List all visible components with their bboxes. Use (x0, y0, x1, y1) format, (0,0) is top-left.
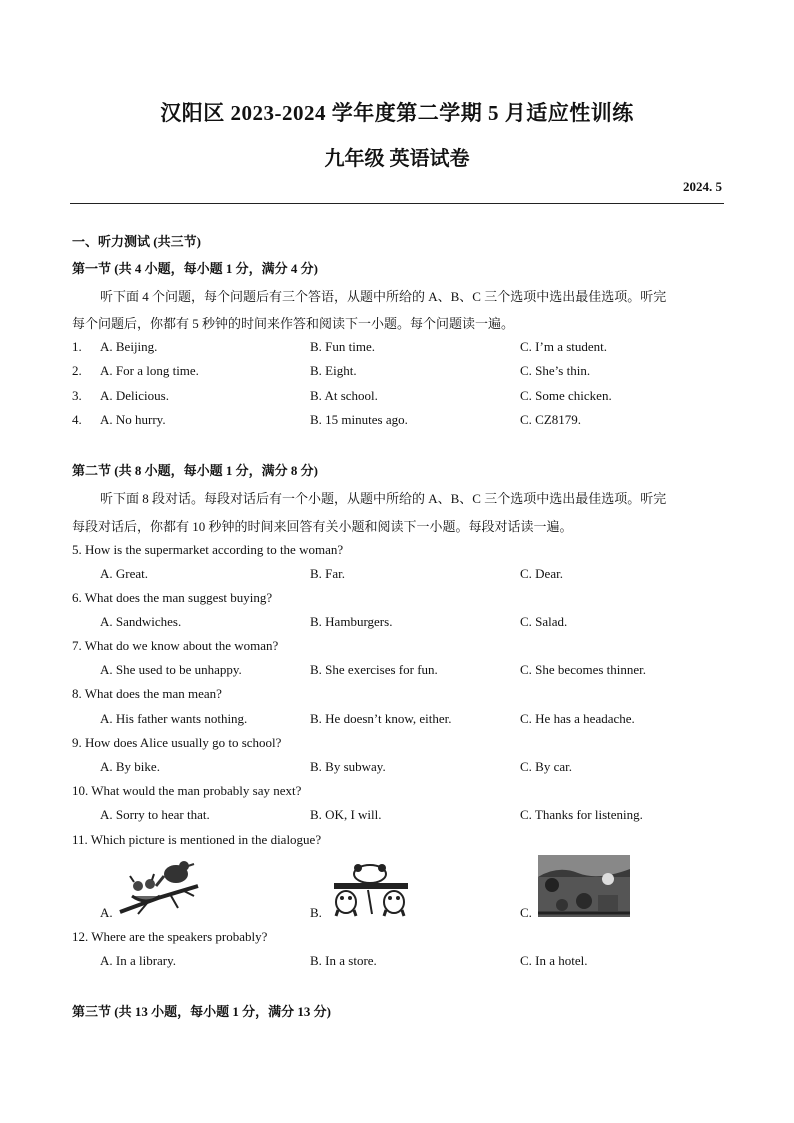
option-b: B. Far. (310, 566, 346, 581)
option-a: A. She used to be unhappy. (100, 662, 242, 677)
question-stem: 10. What would the man probably say next? (72, 783, 302, 798)
section2-instruction-line2: 每段对话后，你都有 10 秒钟的时间来回答有关小题和阅读下一小题。每段对话读一遍。 (72, 519, 573, 534)
option-a: A. For a long time. (100, 363, 199, 378)
question-number: 1. (72, 339, 82, 354)
page-title: 汉阳区 2023-2024 学年度第二学期 5 月适应性训练 (160, 101, 634, 125)
option-a: A. Great. (100, 566, 149, 581)
option-c: C. By car. (520, 759, 572, 774)
header-rule (70, 203, 724, 204)
option-b: B. (310, 905, 322, 920)
option-b: B. He doesn’t know, either. (310, 711, 452, 726)
option-a: A. In a library. (100, 953, 177, 968)
option-c: C. I’m a student. (520, 339, 608, 354)
question-stem: 7. What do we know about the woman? (72, 638, 279, 653)
page-subtitle: 九年级 英语试卷 (324, 148, 470, 170)
option-b: B. By subway. (310, 759, 386, 774)
section1-instruction-line2: 每个问题后，你都有 5 秒钟的时间来作答和阅读下一小题。每个问题读一遍。 (72, 316, 515, 331)
option-c: C. He has a headache. (520, 711, 635, 726)
section2-heading: 第二节 (共 8 小题，每小题 1 分，满分 8 分) (72, 463, 318, 478)
birds-nest-picture (118, 856, 200, 918)
question-stem: 9. How does Alice usually go to school? (72, 735, 282, 750)
option-b: B. Hamburgers. (310, 614, 393, 629)
option-b: B. Eight. (310, 363, 357, 378)
question-stem: 12. Where are the speakers probably? (72, 929, 268, 944)
section2-instruction-line1: 听下面 8 段对话。每段对话后有一个小题，从题中所给的 A、B、C 三个选项中选出最佳选项。听完 (100, 491, 667, 506)
option-a: A. Sorry to hear that. (100, 807, 210, 822)
option-c: C. Some chicken. (520, 388, 612, 403)
exam-date: 2024. 5 (683, 179, 722, 194)
option-c: C. (520, 905, 532, 920)
pandas-picture (330, 856, 412, 918)
option-c: C. She becomes thinner. (520, 662, 647, 677)
section1-instruction-line1: 听下面 4 个问题，每个问题后有三个答语，从题中所给的 A、B、C 三个选项中选出最佳选项。听完 (100, 289, 667, 304)
monkeys-picture (538, 855, 630, 917)
option-b: B. In a store. (310, 953, 377, 968)
question-stem: 5. How is the supermarket according to the woman? (72, 542, 344, 557)
option-a: A. No hurry. (100, 412, 166, 427)
question-number: 4. (72, 412, 82, 427)
option-b: B. 15 minutes ago. (310, 412, 408, 427)
question-stem: 11. Which picture is mentioned in the dialogue? (72, 832, 322, 847)
option-c: C. In a hotel. (520, 953, 588, 968)
question-stem: 6. What does the man suggest buying? (72, 590, 273, 605)
section1-heading: 第一节 (共 4 小题，每小题 1 分，满分 4 分) (72, 261, 318, 276)
question-number: 3. (72, 388, 82, 403)
option-b: B. OK, I will. (310, 807, 382, 822)
option-a: A. By bike. (100, 759, 160, 774)
option-c: C. Salad. (520, 614, 568, 629)
option-b: B. Fun time. (310, 339, 376, 354)
option-c: C. She’s thin. (520, 363, 591, 378)
option-b: B. At school. (310, 388, 378, 403)
option-a: A. (100, 905, 113, 920)
option-a: A. Sandwiches. (100, 614, 182, 629)
option-a: A. Delicious. (100, 388, 169, 403)
question-stem: 8. What does the man mean? (72, 686, 222, 701)
option-c: C. Dear. (520, 566, 563, 581)
option-b: B. She exercises for fun. (310, 662, 438, 677)
option-a: A. His father wants nothing. (100, 711, 248, 726)
option-c: C. CZ8179. (520, 412, 582, 427)
part-heading: 一、听力测试 (共三节) (72, 234, 201, 249)
section3-heading: 第三节 (共 13 小题，每小题 1 分，满分 13 分) (72, 1004, 331, 1019)
option-c: C. Thanks for listening. (520, 807, 643, 822)
question-number: 2. (72, 363, 82, 378)
option-a: A. Beijing. (100, 339, 158, 354)
